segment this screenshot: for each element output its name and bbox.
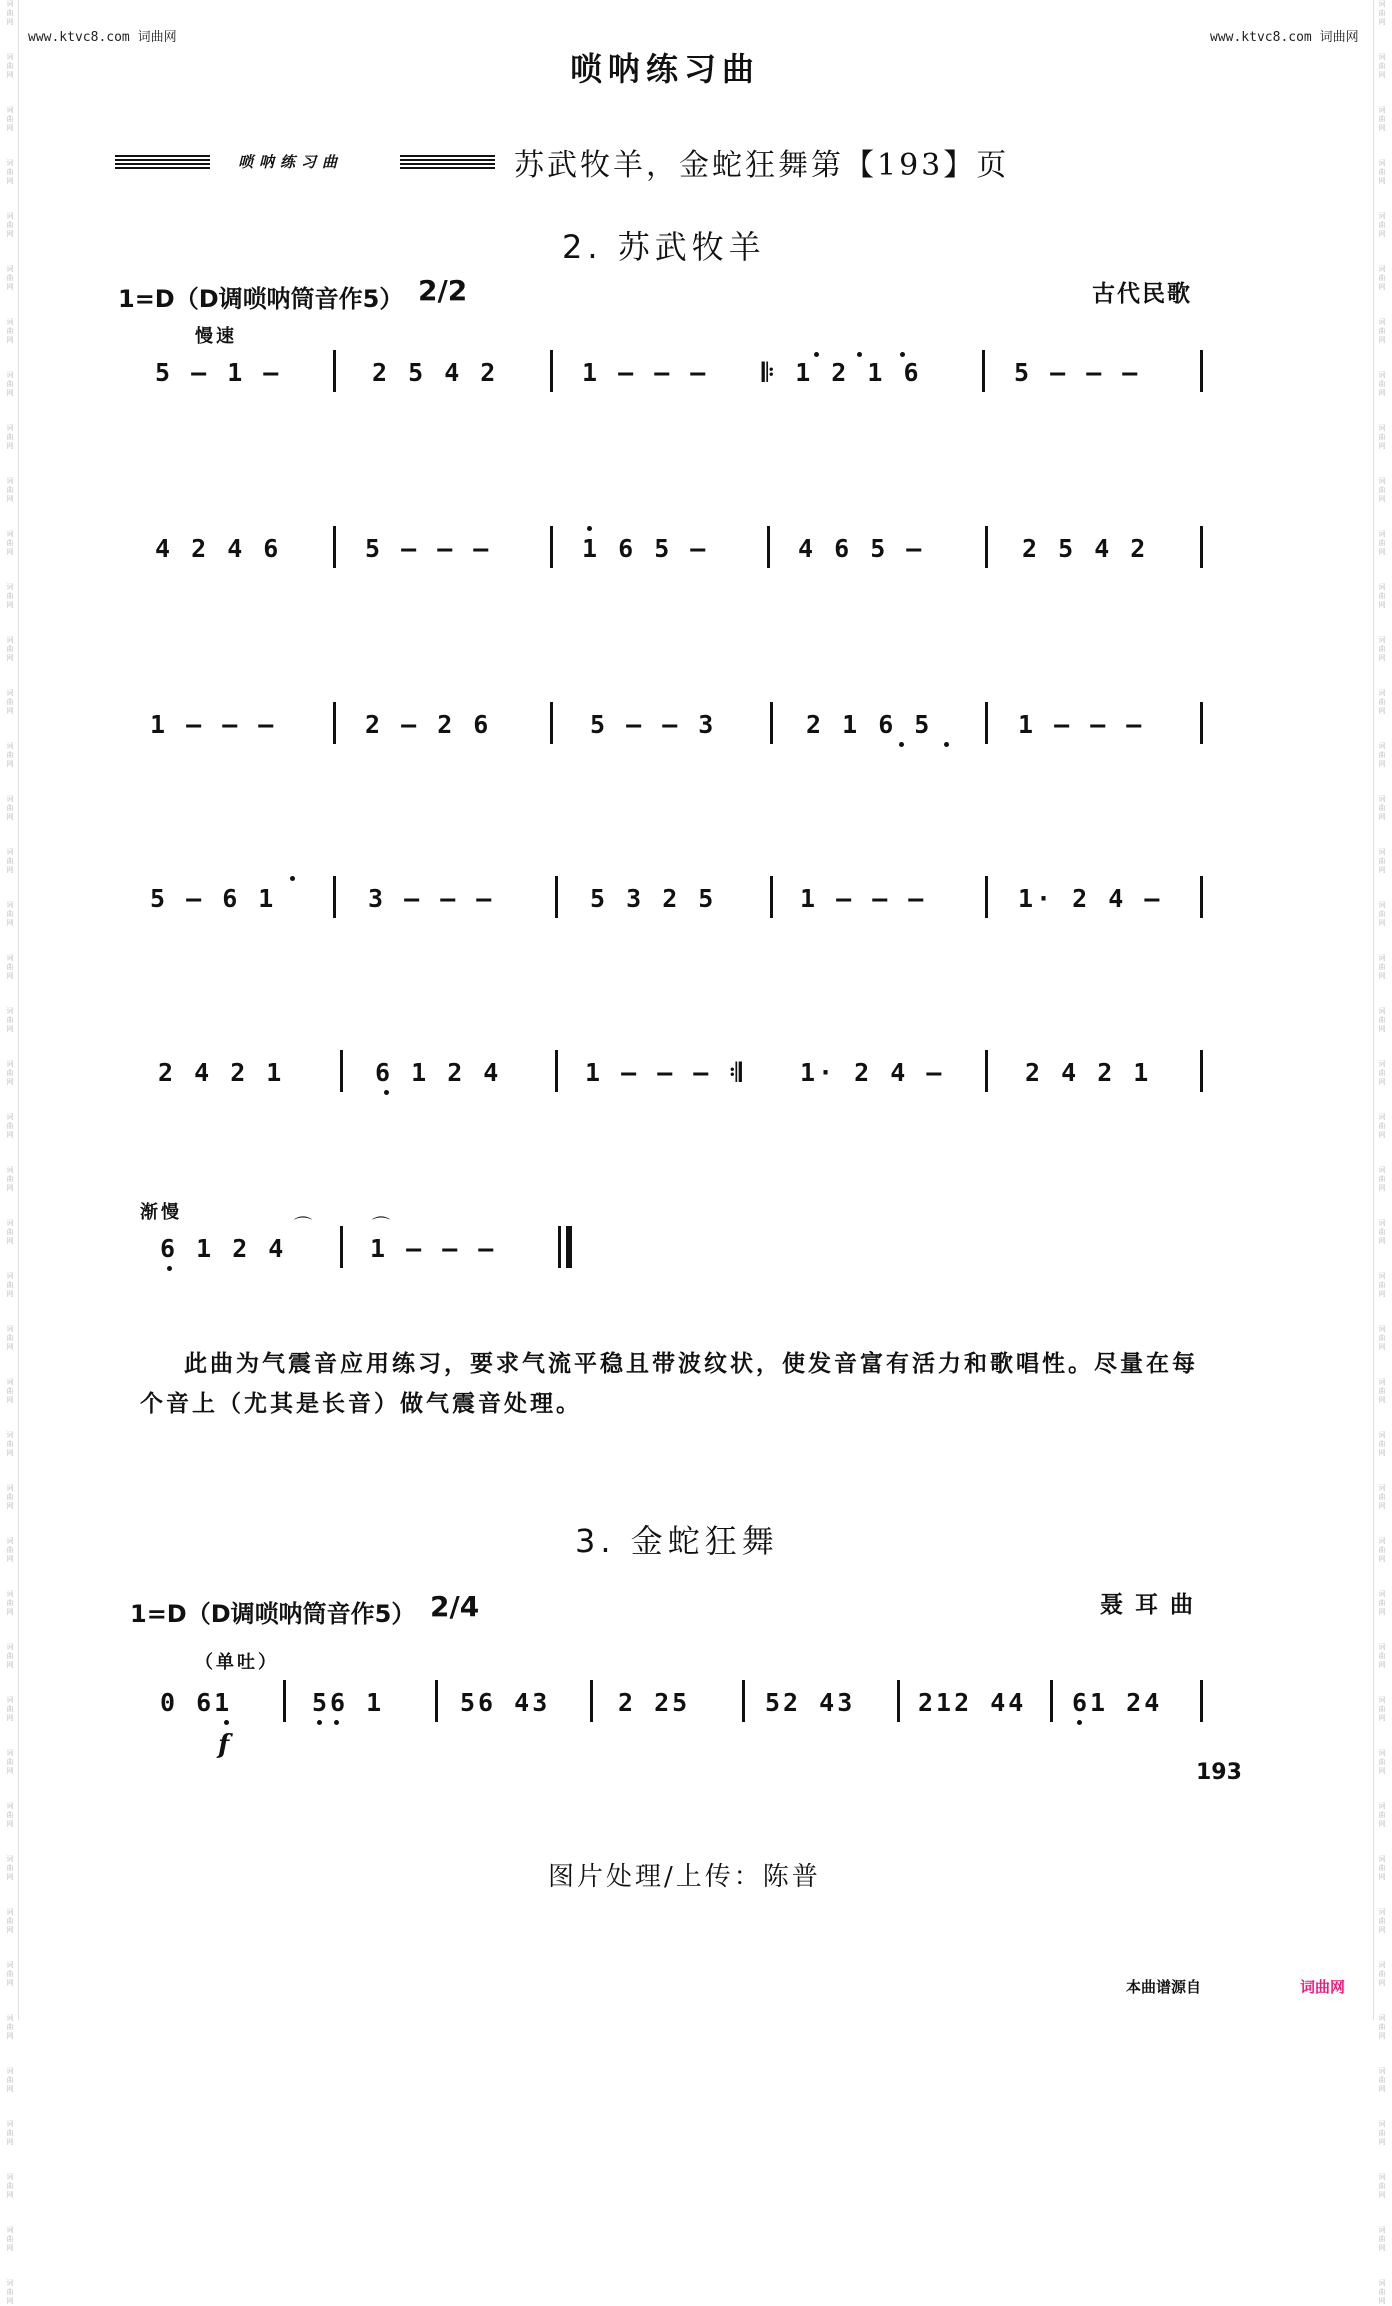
song1-measure: 1 — — — 𝄇 <box>585 1058 745 1087</box>
side-watermark-mark: 词曲网 <box>1378 1961 1386 1987</box>
side-watermark-mark: 词曲网 <box>6 636 14 662</box>
side-watermark-mark: 词曲网 <box>1378 2014 1386 2040</box>
side-watermark-mark: 词曲网 <box>6 1484 14 1510</box>
barline <box>767 526 770 568</box>
side-watermark-mark: 词曲网 <box>6 1431 14 1457</box>
barline <box>770 876 773 918</box>
low-octave-dot <box>334 1720 339 1725</box>
final-barline-thick <box>566 1226 572 1268</box>
song1-measure: 4 2 4 6 <box>155 534 282 563</box>
song1-measure: 5 — — 3 <box>590 710 717 739</box>
side-watermark-mark: 词曲网 <box>6 2226 14 2252</box>
side-watermark-mark: 词曲网 <box>1378 1537 1386 1563</box>
song2-dynamic: f <box>218 1730 230 1760</box>
barline <box>1200 876 1203 918</box>
side-watermark-mark: 词曲网 <box>1378 1908 1386 1934</box>
song1-measure: 4 6 5 — <box>798 534 925 563</box>
song2-measure: 212 44 <box>918 1688 1027 1717</box>
side-watermark-mark: 词曲网 <box>1378 1431 1386 1457</box>
barline <box>897 1680 900 1722</box>
low-octave-dot <box>317 1720 322 1725</box>
side-watermark-mark: 词曲网 <box>6 530 14 556</box>
right-watermark-strip <box>1376 0 1388 2305</box>
high-octave-dot <box>857 352 862 357</box>
song1-measure: 2 5 4 2 <box>1022 534 1149 563</box>
barline <box>770 702 773 744</box>
song1-measure: 3 — — — <box>368 884 495 913</box>
side-watermark-mark: 词曲网 <box>6 1219 14 1245</box>
barline <box>283 1680 286 1722</box>
side-watermark-mark: 词曲网 <box>6 424 14 450</box>
song1-measure: 1 — — — <box>582 358 709 387</box>
side-watermark-mark: 词曲网 <box>6 1961 14 1987</box>
side-watermark-mark: 词曲网 <box>6 1537 14 1563</box>
song2-measure: 2 25 <box>618 1688 691 1717</box>
side-watermark-mark: 词曲网 <box>1378 212 1386 238</box>
side-watermark-mark: 词曲网 <box>1378 424 1386 450</box>
side-watermark-mark: 词曲网 <box>6 212 14 238</box>
side-watermark-mark: 词曲网 <box>1378 1484 1386 1510</box>
side-watermark-mark: 词曲网 <box>1378 53 1386 79</box>
song1-measure: 2 — 2 6 <box>365 710 492 739</box>
side-watermark-mark: 词曲网 <box>6 1325 14 1351</box>
high-octave-dot <box>900 352 905 357</box>
side-watermark-mark: 词曲网 <box>6 2067 14 2093</box>
banner-page-reference: 苏武牧羊，金蛇狂舞第【193】页 <box>514 148 1010 183</box>
banner-book-name: 唢呐练习曲 <box>238 153 344 171</box>
side-watermark-mark: 词曲网 <box>1378 742 1386 768</box>
song1-measure: 2 5 4 2 <box>372 358 499 387</box>
side-watermark-mark: 词曲网 <box>6 689 14 715</box>
side-watermark-mark: 词曲网 <box>1378 1802 1386 1828</box>
barline <box>333 876 336 918</box>
song2-key: 1=D（D调唢呐筒音作5） <box>130 1600 416 1628</box>
song2-measure: 56 43 <box>460 1688 551 1717</box>
side-watermark-mark: 词曲网 <box>6 795 14 821</box>
barline <box>1200 1680 1203 1722</box>
barline <box>340 1226 343 1268</box>
side-watermark-mark: 词曲网 <box>6 1060 14 1086</box>
side-watermark-mark: 词曲网 <box>1378 1166 1386 1192</box>
side-watermark-mark: 词曲网 <box>6 1378 14 1404</box>
song1-measure: 2 1 6 5 <box>806 710 933 739</box>
low-octave-dot <box>384 1090 389 1095</box>
side-watermark-mark: 词曲网 <box>6 371 14 397</box>
barline <box>1050 1680 1053 1722</box>
song1-measure: 5 — — — <box>365 534 492 563</box>
side-watermark-mark: 词曲网 <box>1378 1749 1386 1775</box>
side-watermark-mark: 词曲网 <box>6 477 14 503</box>
song1-measure: 1 — — — <box>1018 710 1145 739</box>
low-octave-dot <box>944 742 949 747</box>
side-watermark-mark: 词曲网 <box>6 2279 14 2305</box>
song1-key: 1=D（D调唢呐筒音作5） <box>118 285 404 313</box>
side-watermark-mark: 词曲网 <box>6 159 14 185</box>
side-watermark-mark: 词曲网 <box>6 1749 14 1775</box>
song2-title: 3. 金蛇狂舞 <box>575 1522 779 1560</box>
side-watermark-mark: 词曲网 <box>6 53 14 79</box>
top-right-watermark: www.ktvc8.com 词曲网 <box>1210 30 1359 45</box>
side-watermark-mark: 词曲网 <box>6 848 14 874</box>
side-watermark-mark: 词曲网 <box>1378 1219 1386 1245</box>
side-watermark-mark: 词曲网 <box>6 2120 14 2146</box>
barline <box>550 350 553 392</box>
side-watermark-mark: 词曲网 <box>6 1643 14 1669</box>
song1-tempo-end: 渐慢 <box>140 1202 182 1223</box>
side-watermark-mark: 词曲网 <box>1378 2067 1386 2093</box>
song1-measure: 5 — 6 1 <box>150 884 277 913</box>
song1-measure: 6 1 2 4 <box>160 1234 287 1263</box>
fermata-icon: ⌒ <box>372 1216 390 1237</box>
upload-credit: 图片处理/上传：陈普 <box>548 1862 821 1892</box>
barline <box>333 526 336 568</box>
side-watermark-mark: 词曲网 <box>6 318 14 344</box>
low-octave-dot <box>899 742 904 747</box>
song1-measure: 𝄆 1 2 1 6 <box>762 358 922 387</box>
song1-measure: 1 — — — <box>370 1234 497 1263</box>
song1-measure: 1· 2 4 — <box>800 1058 945 1087</box>
high-octave-dot <box>290 876 295 881</box>
song2-measure: 0 61 <box>160 1688 233 1717</box>
song1-tempo-start: 慢速 <box>195 326 237 347</box>
song1-performance-note: 此曲为气震音应用练习，要求气流平稳且带波纹状，使发音富有活力和歌唱性。尽量在每个音上（尤其是长音）做气震音处理。 <box>140 1350 1198 1417</box>
side-watermark-mark: 词曲网 <box>6 901 14 927</box>
side-watermark-mark: 词曲网 <box>1378 2279 1386 2305</box>
left-margin-rule <box>18 0 19 2020</box>
side-watermark-mark: 词曲网 <box>1378 371 1386 397</box>
side-watermark-mark: 词曲网 <box>6 1590 14 1616</box>
side-watermark-mark: 词曲网 <box>6 1166 14 1192</box>
low-octave-dot <box>224 1720 229 1725</box>
side-watermark-mark: 词曲网 <box>1378 1325 1386 1351</box>
side-watermark-mark: 词曲网 <box>1378 848 1386 874</box>
song1-measure: 5 3 2 5 <box>590 884 717 913</box>
barline <box>555 876 558 918</box>
footer-brand-link[interactable]: 词曲网 <box>1300 1978 1346 1996</box>
barline <box>1200 1050 1203 1092</box>
side-watermark-mark: 词曲网 <box>1378 2226 1386 2252</box>
footer-source-label: 本曲谱源自 <box>1126 1978 1202 1996</box>
side-watermark-mark: 词曲网 <box>6 1007 14 1033</box>
final-barline-thin <box>558 1226 561 1268</box>
side-watermark-mark: 词曲网 <box>6 1802 14 1828</box>
top-left-watermark: www.ktvc8.com 词曲网 <box>28 30 177 45</box>
song1-title: 2. 苏武牧羊 <box>562 228 766 266</box>
side-watermark-mark: 词曲网 <box>6 1855 14 1881</box>
right-margin-rule <box>1373 0 1374 2020</box>
side-watermark-mark: 词曲网 <box>6 265 14 291</box>
low-octave-dot <box>1077 1720 1082 1725</box>
side-watermark-mark: 词曲网 <box>1378 1855 1386 1881</box>
side-watermark-mark: 词曲网 <box>6 0 14 26</box>
song1-measure: 2 4 2 1 <box>158 1058 285 1087</box>
side-watermark-mark: 词曲网 <box>6 583 14 609</box>
fermata-icon: ⌒ <box>294 1216 312 1237</box>
side-watermark-mark: 词曲网 <box>6 742 14 768</box>
barline <box>1200 526 1203 568</box>
side-watermark-mark: 词曲网 <box>1378 1007 1386 1033</box>
high-octave-dot <box>587 526 592 531</box>
song1-composer: 古代民歌 <box>1092 280 1192 307</box>
song1-measure: 1 6 5 — <box>582 534 709 563</box>
song1-measure: 1· 2 4 — <box>1018 884 1163 913</box>
side-watermark-mark: 词曲网 <box>1378 318 1386 344</box>
barline <box>435 1680 438 1722</box>
barline <box>1200 350 1203 392</box>
song2-meter: 2/4 <box>430 1590 480 1623</box>
barline <box>590 1680 593 1722</box>
side-watermark-mark: 词曲网 <box>1378 1696 1386 1722</box>
left-watermark-strip <box>4 0 16 2305</box>
side-watermark-mark: 词曲网 <box>1378 1643 1386 1669</box>
side-watermark-mark: 词曲网 <box>6 106 14 132</box>
side-watermark-mark: 词曲网 <box>1378 583 1386 609</box>
side-watermark-mark: 词曲网 <box>1378 2173 1386 2199</box>
side-watermark-mark: 词曲网 <box>6 1908 14 1934</box>
side-watermark-mark: 词曲网 <box>6 2014 14 2040</box>
side-watermark-mark: 词曲网 <box>1378 0 1386 26</box>
page-number: 193 <box>1196 1760 1242 1785</box>
song1-measure: 1 — — — <box>800 884 927 913</box>
side-watermark-mark: 词曲网 <box>1378 1378 1386 1404</box>
side-watermark-mark: 词曲网 <box>1378 795 1386 821</box>
page-title: 唢呐练习曲 <box>570 50 761 88</box>
side-watermark-mark: 词曲网 <box>1378 636 1386 662</box>
banner-right-bar <box>400 155 495 169</box>
barline <box>333 350 336 392</box>
barline <box>550 702 553 744</box>
side-watermark-mark: 词曲网 <box>6 2173 14 2199</box>
song1-measure: 1 — — — <box>150 710 277 739</box>
side-watermark-mark: 词曲网 <box>1378 689 1386 715</box>
song2-composer: 聂 耳 曲 <box>1100 1591 1196 1618</box>
low-octave-dot <box>167 1266 172 1271</box>
song2-measure: 56 1 <box>312 1688 385 1717</box>
side-watermark-mark: 词曲网 <box>1378 159 1386 185</box>
barline <box>985 876 988 918</box>
side-watermark-mark: 词曲网 <box>1378 106 1386 132</box>
barline <box>742 1680 745 1722</box>
side-watermark-mark: 词曲网 <box>1378 2120 1386 2146</box>
side-watermark-mark: 词曲网 <box>1378 265 1386 291</box>
song1-measure: 6 1 2 4 <box>375 1058 502 1087</box>
barline <box>985 526 988 568</box>
side-watermark-mark: 词曲网 <box>1378 530 1386 556</box>
barline <box>550 526 553 568</box>
song1-measure: 5 — — — <box>1014 358 1141 387</box>
side-watermark-mark: 词曲网 <box>1378 901 1386 927</box>
barline <box>985 702 988 744</box>
song2-measure: 61 24 <box>1072 1688 1163 1717</box>
side-watermark-mark: 词曲网 <box>1378 1272 1386 1298</box>
barline <box>333 702 336 744</box>
barline <box>982 350 985 392</box>
side-watermark-mark: 词曲网 <box>1378 1113 1386 1139</box>
side-watermark-mark: 词曲网 <box>6 1113 14 1139</box>
song1-meter: 2/2 <box>418 274 468 307</box>
barline <box>1200 702 1203 744</box>
side-watermark-mark: 词曲网 <box>1378 1060 1386 1086</box>
high-octave-dot <box>814 352 819 357</box>
side-watermark-mark: 词曲网 <box>6 954 14 980</box>
side-watermark-mark: 词曲网 <box>1378 954 1386 980</box>
side-watermark-mark: 词曲网 <box>6 1696 14 1722</box>
song2-measure: 52 43 <box>765 1688 856 1717</box>
song1-measure: 2 4 2 1 <box>1025 1058 1152 1087</box>
song1-measure: 5 — 1 — <box>155 358 282 387</box>
barline <box>985 1050 988 1092</box>
side-watermark-mark: 词曲网 <box>6 1272 14 1298</box>
banner-left-bar <box>115 155 210 169</box>
barline <box>340 1050 343 1092</box>
song2-articulation: （单吐） <box>195 1652 279 1673</box>
barline <box>555 1050 558 1092</box>
side-watermark-mark: 词曲网 <box>1378 477 1386 503</box>
side-watermark-mark: 词曲网 <box>1378 1590 1386 1616</box>
